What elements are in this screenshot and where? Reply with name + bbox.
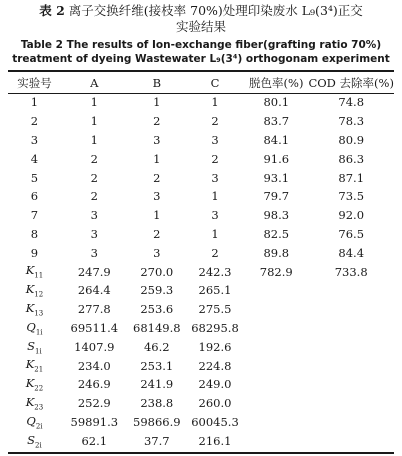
- statistic-subscript: 23: [34, 403, 44, 412]
- statistic-row: [8, 394, 394, 413]
- table-cell: 275.5: [198, 302, 232, 317]
- table-cell: 86.3: [338, 151, 365, 166]
- table-cell: 1: [153, 95, 161, 110]
- statistic-subscript: 1i: [35, 328, 43, 337]
- table-title-english: [0, 38, 402, 66]
- table-cell: 259.3: [140, 283, 174, 298]
- statistic-symbol-cell: [8, 337, 61, 356]
- table-cell: 84.4: [338, 245, 365, 260]
- table-cell: [308, 356, 394, 375]
- statistic-symbol-cell: [8, 300, 61, 319]
- table-cell: 3: [153, 132, 161, 147]
- statistic-subscript: 12: [34, 290, 44, 299]
- table-cell: [244, 413, 308, 432]
- table-cell: [308, 394, 394, 413]
- header-factor-c: C: [210, 75, 220, 90]
- experiment-row: [8, 187, 394, 206]
- table-cell: [244, 281, 308, 300]
- table-cell: 89.8: [263, 245, 290, 260]
- statistic-row: [8, 431, 394, 450]
- table-cell: 69511.4: [70, 320, 119, 335]
- experiment-number-cell: 1: [30, 95, 39, 110]
- table-cell: 260.0: [198, 396, 232, 411]
- table-cell: [244, 356, 308, 375]
- table-cell: 3: [153, 189, 161, 204]
- orthogonal-results-table: [8, 72, 394, 450]
- statistic-symbol: Q: [26, 413, 36, 428]
- table-cell: [244, 394, 308, 413]
- header-factor-b: B: [152, 75, 162, 90]
- table-cell: 2: [211, 114, 219, 129]
- table-label: 表 2: [39, 3, 65, 18]
- statistic-subscript: 2i: [35, 440, 42, 449]
- table-cell: [244, 300, 308, 319]
- statistic-symbol: K: [25, 376, 35, 391]
- table-cell: 80.9: [338, 132, 365, 147]
- header-decolor-rate: 脱色率(%): [249, 75, 304, 90]
- table-cell: 242.3: [198, 264, 232, 279]
- table-cell: 82.5: [263, 226, 290, 241]
- experiment-number-cell: 5: [30, 170, 39, 185]
- statistic-symbol-cell: [8, 281, 61, 300]
- experiment-row: [8, 168, 394, 187]
- statistic-symbol: K: [25, 395, 35, 409]
- table-cell: 234.0: [77, 358, 111, 373]
- experiment-row: [8, 93, 394, 112]
- table-cell: 78.3: [338, 114, 365, 129]
- statistic-symbol: K: [25, 301, 35, 316]
- table-cell: 3: [211, 170, 219, 185]
- table-cell: 246.9: [77, 377, 111, 392]
- table-cell: 84.1: [263, 132, 290, 147]
- table-title-chinese: [0, 3, 402, 35]
- table-cell: 73.5: [338, 189, 365, 204]
- experiment-number-cell: 9: [30, 245, 39, 260]
- table-cell: 2: [153, 170, 161, 185]
- table-cell: 3: [211, 132, 219, 147]
- table-cell: 252.9: [77, 396, 111, 411]
- table-cell: 62.1: [81, 433, 108, 448]
- statistic-symbol-cell: [8, 413, 61, 432]
- statistic-row: [8, 262, 394, 281]
- table-cell: 1: [211, 95, 219, 110]
- table-cell: 2: [90, 151, 98, 166]
- table-cell: 1407.9: [74, 339, 115, 354]
- table-cell: 3: [211, 208, 219, 223]
- title-en-line2: treatment of dyeing Wastewater L₉(3⁴) orthogonam experiment: [12, 53, 390, 65]
- statistic-symbol-cell: [8, 319, 61, 338]
- table-cell: [308, 431, 394, 450]
- statistic-subscript: 11: [34, 271, 44, 280]
- experiment-row: [8, 243, 394, 262]
- table-cell: 3: [153, 245, 161, 260]
- table-cell: 1: [90, 114, 98, 129]
- table-cell: 270.0: [140, 264, 174, 279]
- table-cell: [308, 281, 394, 300]
- table-cell: 80.1: [263, 95, 290, 110]
- table-cell: 1: [153, 151, 161, 166]
- table-cell: 2: [90, 170, 98, 185]
- table-cell: 782.9: [259, 264, 293, 279]
- table-header-row: [8, 72, 394, 93]
- table-cell: [308, 413, 394, 432]
- statistic-row: [8, 281, 394, 300]
- table-cell: 3: [90, 245, 98, 260]
- table-cell: 76.5: [338, 226, 365, 241]
- table-cell: 2: [90, 189, 98, 204]
- table-cell: 46.2: [143, 339, 170, 354]
- table-bottom-rule: [8, 452, 394, 454]
- table-cell: 93.1: [263, 170, 290, 185]
- statistic-row: [8, 413, 394, 432]
- statistic-row: [8, 356, 394, 375]
- table-cell: [308, 319, 394, 338]
- table-cell: 2: [211, 245, 219, 260]
- statistic-symbol: S: [27, 338, 36, 353]
- table-cell: 2: [153, 114, 161, 129]
- experiment-row: [8, 149, 394, 168]
- experiment-number-cell: 2: [30, 114, 39, 129]
- table-cell: 265.1: [198, 283, 232, 298]
- header-experiment-no: 实验号: [17, 75, 52, 90]
- experiment-row: [8, 206, 394, 225]
- table-cell: 68149.8: [133, 320, 181, 335]
- statistic-symbol-cell: [8, 431, 61, 450]
- table-cell: 1: [211, 226, 219, 241]
- table-cell: 98.3: [263, 208, 290, 223]
- experiment-number-cell: 7: [30, 208, 39, 223]
- statistic-symbol: K: [25, 282, 35, 297]
- table-cell: 68295.8: [191, 320, 239, 335]
- statistic-symbol-cell: [8, 375, 61, 394]
- table-cell: [308, 375, 394, 394]
- table-cell: 733.8: [334, 264, 368, 279]
- statistic-row: [8, 337, 394, 356]
- table-cell: 277.8: [77, 302, 111, 317]
- table-cell: [308, 300, 394, 319]
- statistic-row: [8, 319, 394, 338]
- statistic-symbol: K: [25, 357, 35, 372]
- table-cell: 241.9: [140, 377, 174, 392]
- statistic-subscript: 21: [34, 365, 44, 374]
- experiment-number-cell: 4: [30, 151, 39, 166]
- statistic-symbol: K: [25, 263, 35, 278]
- table-cell: 87.1: [338, 170, 365, 185]
- table-cell: 238.8: [140, 396, 174, 411]
- table-cell: 74.8: [338, 95, 365, 110]
- table-cell: 3: [90, 226, 98, 241]
- statistic-symbol-cell: [8, 394, 61, 413]
- table-cell: 83.7: [263, 114, 290, 129]
- table-cell: [244, 375, 308, 394]
- experiment-row: [8, 112, 394, 131]
- statistic-subscript: 22: [34, 384, 44, 393]
- table-cell: 224.8: [198, 358, 232, 373]
- statistic-row: [8, 300, 394, 319]
- table-cell: 1: [211, 189, 219, 204]
- statistic-subscript: 2i: [35, 422, 43, 431]
- table-cell: 2: [153, 226, 161, 241]
- experiment-row: [8, 225, 394, 244]
- header-cod-removal: COD 去除率(%): [308, 75, 394, 90]
- experiment-number-cell: 8: [30, 226, 39, 241]
- table-cell: [244, 431, 308, 450]
- table-cell: 37.7: [143, 433, 170, 448]
- statistic-symbol-cell: [8, 262, 61, 281]
- table-cell: 192.6: [198, 339, 232, 354]
- table-cell: 216.1: [198, 433, 232, 448]
- table-cell: 3: [90, 208, 98, 223]
- table-cell: 249.0: [198, 377, 232, 392]
- table-cell: 2: [211, 151, 219, 166]
- table-cell: 1: [90, 95, 98, 110]
- statistic-subscript: 1i: [35, 346, 42, 355]
- table-cell: 92.0: [338, 208, 365, 223]
- title-cn-line2: 实验结果: [175, 19, 226, 34]
- table-cell: 79.7: [263, 189, 290, 204]
- table-cell: 253.1: [140, 358, 174, 373]
- table-cell: [244, 337, 308, 356]
- statistic-symbol-cell: [8, 356, 61, 375]
- experiment-row: [8, 131, 394, 150]
- table-cell: 264.4: [77, 283, 111, 298]
- title-cn-line1: 离子交换纤维(接枝率 70%)处理印染废水 L₉(3⁴)正交: [68, 3, 363, 18]
- table-cell: 1: [90, 132, 98, 147]
- title-en-line1: Table 2 The results of Ion-exchange fiber(grafting ratio 70%): [20, 39, 382, 51]
- table-cell: [244, 319, 308, 338]
- statistic-row: [8, 375, 394, 394]
- table-cell: 59891.3: [70, 414, 119, 429]
- table-cell: [308, 337, 394, 356]
- table-cell: 253.6: [140, 302, 174, 317]
- experiment-number-cell: 3: [30, 132, 39, 147]
- table-cell: 247.9: [77, 264, 111, 279]
- table-cell: 1: [153, 208, 161, 223]
- header-factor-a: A: [90, 75, 99, 90]
- statistic-symbol: Q: [26, 319, 36, 334]
- statistic-subscript: 13: [34, 309, 44, 318]
- table-cell: 91.6: [263, 151, 290, 166]
- table-body: [8, 93, 394, 450]
- table-cell: 60045.3: [191, 414, 239, 429]
- statistic-symbol: S: [27, 432, 36, 447]
- experiment-number-cell: 6: [30, 189, 39, 204]
- table-cell: 59866.9: [133, 414, 181, 429]
